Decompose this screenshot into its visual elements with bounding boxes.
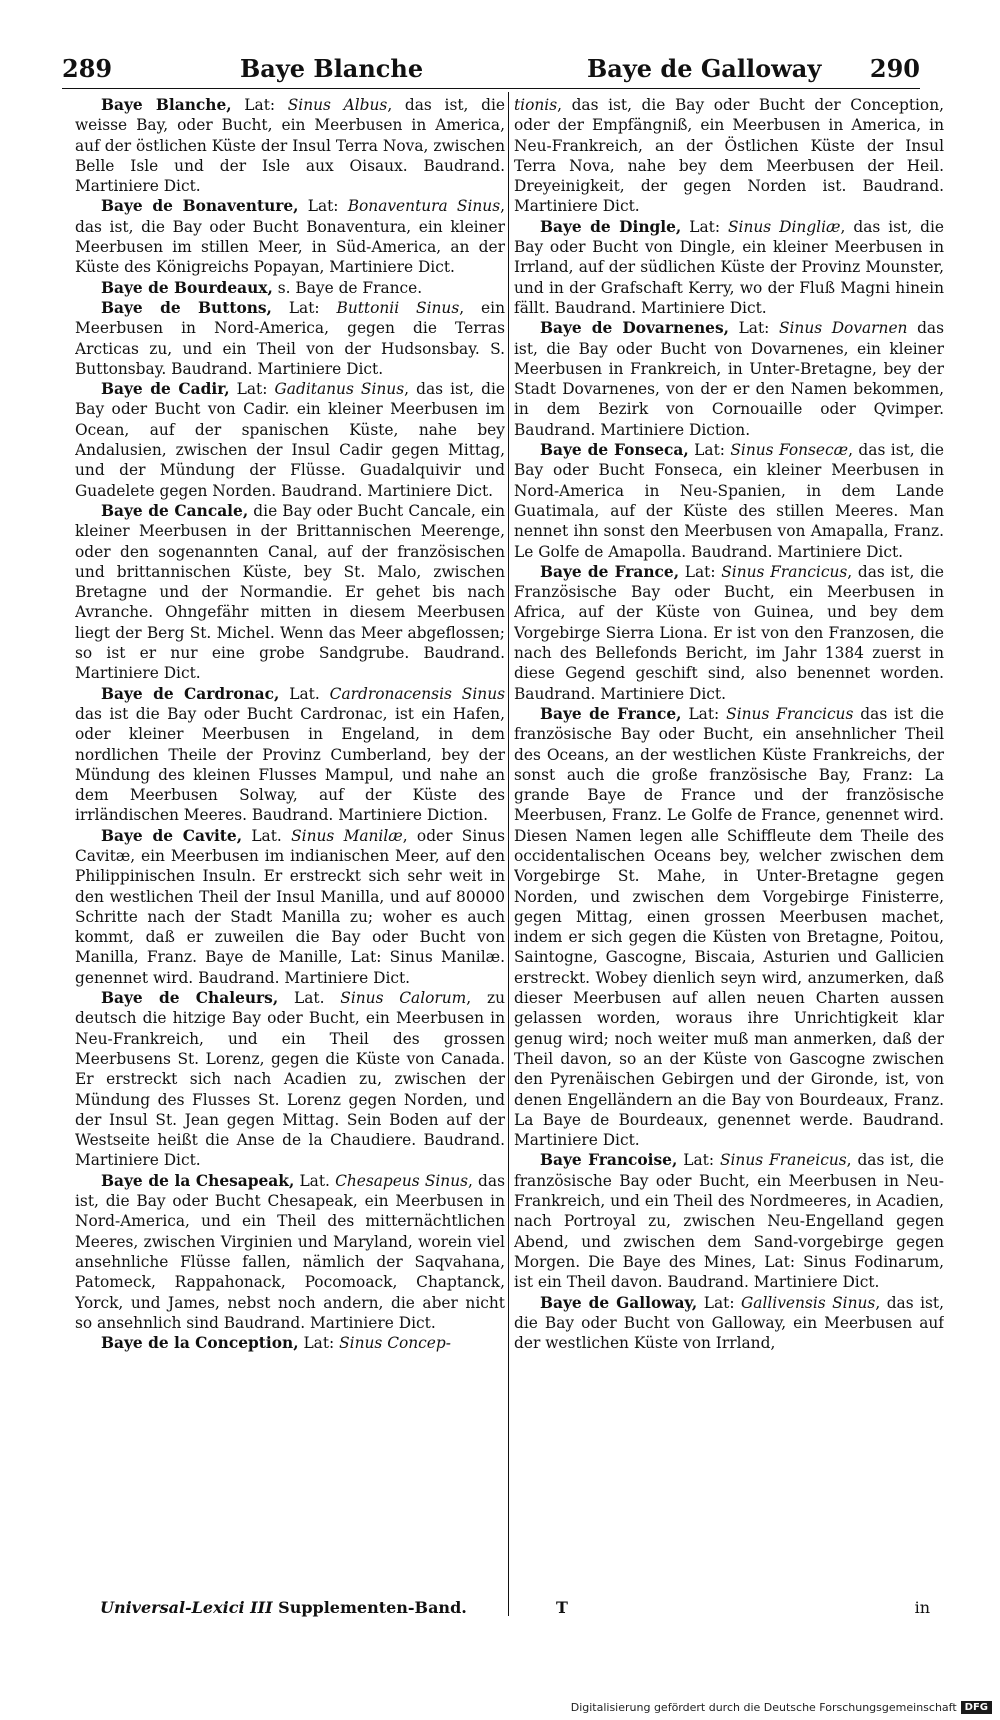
- entry-body: das ist, die Bay oder Bucht von Dovarnenes, ein kleiner Meerbusen in Frankreich, in Unter-Bretagne, bey der Stadt Dovarnenes, von der er den Namen bekommen, in dem Bezirk von Cornouaille oder Qvimper. Baudrand. Martiniere Diction.: [514, 319, 944, 439]
- entry-latin: tionis: [514, 96, 558, 114]
- entry-latin: Bonaventura Sinus: [347, 197, 501, 216]
- dictionary-entry: [514, 440, 944, 562]
- entry-headword: Baye de France,: [540, 704, 682, 723]
- dictionary-entry: [75, 684, 505, 826]
- entry-headword: Baye de Buttons,: [101, 298, 272, 317]
- entry-headword: Baye de Chaleurs,: [101, 989, 279, 1008]
- dictionary-entry: [75, 278, 505, 298]
- entry-text: Lat:: [681, 704, 727, 723]
- entry-text: Lat:: [298, 197, 348, 216]
- entry-body: , das ist, die Bay oder Bucht der Conception, oder der Empfängniß, ein Meerbusen in America, in Neu-Frankreich, an der Östlichen Küste der Insul Terra Nova, nahe bey dem Meerbusen der Heil. Dreyeinigkeit, der gegen Norden ist. Baudrand. Martiniere Dict.: [514, 96, 944, 216]
- page-header: [62, 48, 920, 88]
- dfg-logo: DFG: [961, 1701, 992, 1714]
- entry-text: Lat:: [697, 1293, 741, 1312]
- right-column: [514, 95, 944, 1635]
- entry-text: s. Baye de France.: [272, 278, 423, 297]
- entry-headword: Baye de la Chesapeak,: [101, 1171, 295, 1190]
- entry-latin: Sinus Manilæ: [291, 826, 403, 845]
- entry-headword: Baye de Dingle,: [540, 217, 682, 236]
- entry-headword: Baye Blanche,: [101, 96, 232, 114]
- entry-body: , das ist, die Bay oder Bucht Bonaventura, ein kleiner Meerbusen im stillen Meer, in Süd-America, an der Küste des Königreichs Popayan, Martiniere Dict.: [75, 197, 505, 277]
- digitization-credit: [571, 1701, 992, 1715]
- entry-text: Lat.: [294, 1171, 336, 1190]
- dictionary-entry: [514, 95, 944, 217]
- entry-body: , das ist, die Bay oder Bucht Fonseca, ein kleiner Meerbusen in Nord-America in Neu-Spanien, in dem Lande Guatimala, auf der Küste des stillen Meeres. Man nennet ihn sonst den Meerbusen von Amapalla, Franz. Le Golfe de Amapolla. Baudrand. Martiniere Dict.: [514, 441, 944, 561]
- entry-latin: Sinus Fonsecæ: [730, 441, 849, 460]
- entry-latin: Sinus Francicus: [726, 704, 854, 723]
- entry-text: Lat.: [242, 826, 292, 845]
- dictionary-entry: [75, 826, 505, 988]
- entry-headword: Baye de Galloway,: [540, 1293, 698, 1312]
- dictionary-entry: [514, 704, 944, 1151]
- entry-headword: Baye de Dovarnenes,: [540, 319, 729, 338]
- entry-text: Lat:: [677, 1151, 720, 1170]
- credit-text: Digitalisierung gefördert durch die Deutsche Forschungsgemeinschaft: [570, 1700, 957, 1714]
- entry-latin: Sinus Dovarnen: [778, 319, 908, 338]
- entry-text: Lat.: [279, 684, 330, 703]
- signature-title: Universal-Lexici III: [100, 1598, 273, 1617]
- entry-latin: Buttonii Sinus: [336, 298, 460, 317]
- entry-latin: Chesapeus Sinus: [335, 1171, 469, 1190]
- entry-latin: Sinus Franeicus: [719, 1151, 847, 1170]
- entry-body: , oder Sinus Cavitæ, ein Meerbusen im indianischen Meer, auf den Philippinischen Insuln. Er erstreckt sich sehr weit in den westlichen Theil der Insul Manilla, und auf 80000 Schritte nach der Stadt Manilla zu; woher es auch kommt, daß er zuweilen die Bay oder Bucht von Manilla, Franz. Baye de Manille, Lat: Sinus Manilæ. genennet wird. Baudrand. Martiniere Dict.: [75, 826, 505, 987]
- header-rule: [62, 88, 920, 89]
- entry-text: Lat:: [681, 217, 728, 236]
- dictionary-entry: [514, 1293, 944, 1354]
- dictionary-entry: [75, 298, 505, 379]
- entry-text: Lat:: [231, 96, 288, 114]
- dictionary-entry: [75, 379, 505, 501]
- page-number-right: 290: [869, 54, 920, 83]
- page-number-left: 289: [62, 54, 113, 83]
- entry-text: Lat:: [229, 380, 275, 399]
- entry-text: Lat:: [679, 562, 722, 581]
- dictionary-entry: [514, 318, 944, 440]
- entry-body: , das ist, die französische Bay oder Bucht, ein Meerbusen in Neu-Frankreich, und ein Theil des Nordmeeres, in Acadien, nach Portroyal zu, zwischen Neu-Engelland gegen Abend, und zwischen dem Sand-vorgebirge gegen Morgen. Die Baye des Mines, Lat: Sinus Fodinarum, ist ein Theil davon. Baudrand. Martiniere Dict.: [514, 1151, 944, 1292]
- entry-body: , das ist, die weisse Bay, oder Bucht, ein Meerbusen in America, auf der östlichen Küste der Insul Terra Nova, zwischen Belle Isle und der Isle aux Oisaux. Baudrand. Martiniere Dict.: [75, 96, 505, 196]
- dictionary-entry: [75, 1333, 505, 1353]
- entry-text: Lat:: [688, 441, 731, 460]
- left-column: [75, 95, 505, 1635]
- entry-latin: Sinus Dingliæ: [727, 217, 841, 236]
- dictionary-entry: [514, 1150, 944, 1292]
- volume-signature: [100, 1598, 467, 1617]
- catchword: in: [914, 1598, 930, 1617]
- dictionary-entry: [514, 562, 944, 704]
- entry-text: Lat:: [271, 298, 337, 317]
- entry-headword: Baye de la Conception,: [101, 1334, 299, 1353]
- column-divider: [508, 92, 509, 1616]
- entry-headword: Baye de Cadir,: [101, 380, 230, 399]
- entry-latin: Gaditanus Sinus: [274, 380, 405, 399]
- entry-latin: Sinus Albus: [287, 96, 388, 114]
- dictionary-entry: [75, 988, 505, 1171]
- dictionary-entry: [75, 1171, 505, 1333]
- entry-body: , das ist, die Bay oder Bucht Chesapeak, ein Meerbusen in Nord-America, und ein Theil des mitternächtlichen Meeres, zwischen Virginien und Maryland, worein viel ansehnliche Flüsse fallen, nämlich der Saqvahana, Patomeck, Rappahonack, Pocomoack, Chaptanck, Yorck, und James, nebst noch andern, die aber nicht so ansehnlich sind Baudrand. Martiniere Dict.: [75, 1171, 505, 1332]
- entry-headword: Baye de Bonaventure,: [101, 197, 299, 216]
- entry-headword: Baye de France,: [540, 562, 680, 581]
- entry-headword: Baye Francoise,: [540, 1151, 678, 1170]
- entry-headword: Baye de Bourdeaux,: [101, 278, 273, 297]
- running-title-right: Baye de Galloway: [587, 54, 822, 83]
- entry-body: das ist die Bay oder Bucht Cardronac, ist ein Hafen, oder kleiner Meerbusen in Engeland, in dem nordlichen Theile der Provinz Cumberland, bey der Mündung des kleinen Flusses Mampul, und nahe an dem Meerbusen Solway, auf der Küste des irrländischen Meeres. Baudrand. Martiniere Diction.: [75, 704, 505, 825]
- entry-latin: Cardronacensis Sinus: [329, 684, 505, 703]
- signature-mark: T: [556, 1598, 568, 1617]
- entry-body: , das ist, die Bay oder Bucht von Cadir. ein kleiner Meerbusen im Ocean, auf der spanischen Küste, nahe bey Andalusien, zwischen der Insul Cadir gegen Mittag, und der Mündung der Flüsse. Guadalquivir und Guadelete gegen Norden. Baudrand. Martiniere Dict.: [75, 380, 505, 500]
- entry-latin: Sinus Francicus: [721, 562, 848, 581]
- entry-headword: Baye de Cancale,: [101, 501, 249, 520]
- entry-body: , das ist, die Bay oder Bucht von Galloway, ein Meerbusen auf der westlichen Küste von Irrland,: [514, 1293, 944, 1353]
- entry-body: , das ist, die Bay oder Bucht von Dingle, ein kleiner Meerbusen in Irrland, auf der südlichen Küste der Provinz Mounster, und in der Grafschaft Kerry, wo der Fluß Magni hinein fällt. Baudrand. Martiniere Dict.: [514, 217, 944, 317]
- entry-text: Lat:: [729, 319, 779, 338]
- page-footer: [100, 1598, 930, 1624]
- dictionary-entry: [75, 196, 505, 277]
- entry-latin: Gallivensis Sinus: [740, 1293, 876, 1312]
- entry-latin: Sinus Calorum: [340, 989, 467, 1008]
- entry-headword: Baye de Fonseca,: [540, 441, 689, 460]
- entry-body: , ein Meerbusen in Nord-America, gegen die Terras Arcticas zu, und ein Theil von der Hudsonsbay. S. Buttonsbay. Baudrand. Martiniere Dict.: [75, 298, 505, 378]
- signature-rest: Supplementen-Band.: [272, 1598, 467, 1617]
- running-title-left: Baye Blanche: [240, 54, 424, 83]
- dictionary-entry: [75, 501, 505, 684]
- entry-body: , das ist, die Französische Bay oder Bucht, ein Meerbusen in Africa, auf der Küste von Guinea, und bey dem Vorgebirge Sierra Liona. Er ist von den Franzosen, die nach des Bellefonds Bericht, im Jahr 1384 zuerst in diese Gegend geschift sind, also benennet worden. Baudrand. Martiniere Dict.: [514, 562, 944, 703]
- entry-text: die Bay oder Bucht Cancale, ein kleiner Meerbusen in der Brittannischen Meerenge, oder den sogenannten Canal, auf der französischen und brittannischen Küste, bey St. Malo, zwischen Bretagne und der Normandie. Er gehet bis nach Avranche. Ohngefähr mitten in diesem Meerbusen liegt der Berg St. Michel. Wenn das Meer abgeflossen; so ist er nur eine grobe Sandgrube. Baudrand. Martiniere Dict.: [75, 501, 505, 683]
- entry-body: , zu deutsch die hitzige Bay oder Bucht, ein Meerbusen in Neu-Frankreich, und ein Theil des grossen Meerbusens St. Lorenz, gegen die Küste von Canada. Er erstreckt sich nach Acadien zu, zwischen der Mündung des Flusses St. Lorenz gegen Norden, und der Insul St. Jean gegen Mittag. Sein Boden auf der Westseite heißt die Anse de la Chaudiere. Baudrand. Martiniere Dict.: [75, 989, 505, 1170]
- dictionary-entry: [75, 95, 505, 196]
- entry-text: Lat.: [278, 989, 341, 1008]
- entry-body: das ist die französische Bay oder Bucht, ein ansehnlicher Theil des Oceans, an der westlichen Küste Frankreichs, der sonst auch die große französische Bay, Franz: La grande Baye de France und der französische Meerbusen, Franz. Le Golfe de France, genennet wird. Diesen Namen legen alle Schiffleute dem Theile des occidentalischen Oceans bey, welcher zwischen dem Vorgebirge St. Mahe, in Unter-Bretagne gegen Norden, und zwischen dem Vorgebirge Finisterre, gegen Mittag, einen grossen Meerbusen machet, indem er sich gegen die Küsten von Bretagne, Poitou, Saintogne, Gascogne, Biscaia, Asturien und Gallicien erstreckt. Wobey dienlich seyn wird, anzumerken, daß dieser Meerbusen auf allen neuen Charten aussen gelassen worden, woraus ihre Unrichtigkeit klar genug wird; noch weiter muß man anmerken, daß der Theil davon, so an der Küste von Gascogne zwischen den Pyrenäischen Gebirgen und der Gironde, ist, von denen Engelländern an die Bay von Bourdeaux, Franz. La Baye de Bourdeaux, genennet werde. Baudrand. Martiniere Dict.: [514, 704, 944, 1150]
- entry-text: Lat:: [298, 1334, 340, 1353]
- dictionary-entry: [514, 217, 944, 318]
- entry-headword: Baye de Cavite,: [101, 826, 243, 845]
- entry-headword: Baye de Cardronac,: [101, 684, 280, 703]
- entry-latin: Sinus Concep-: [339, 1334, 451, 1353]
